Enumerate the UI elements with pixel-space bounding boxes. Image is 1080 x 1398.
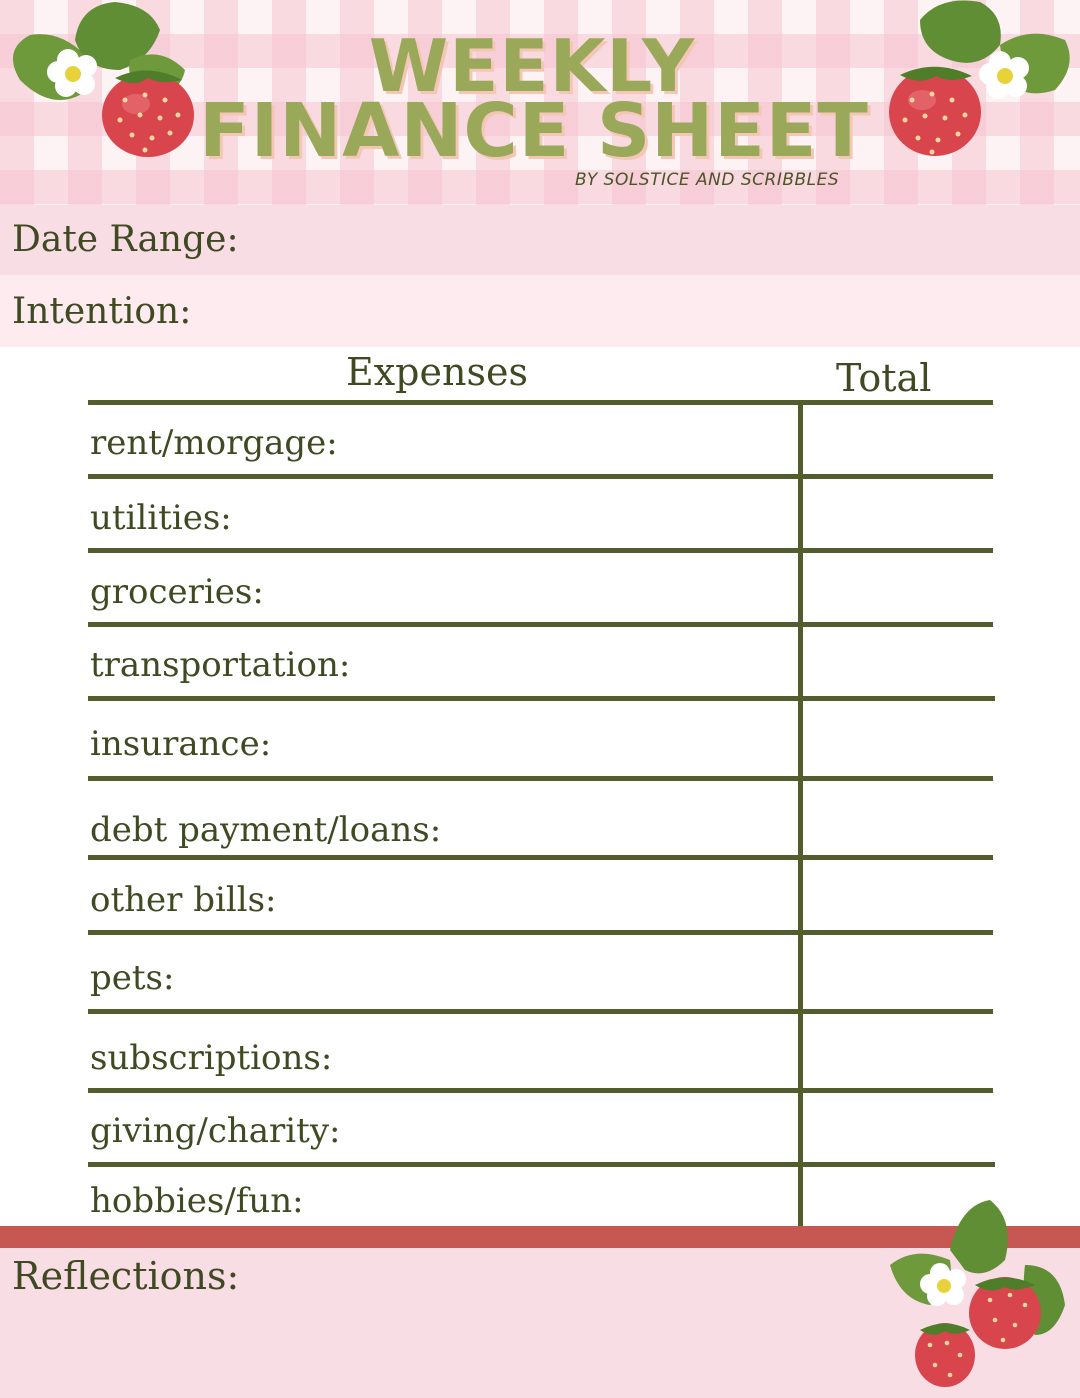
expense-row-label: other bills:	[90, 880, 277, 920]
expenses-column-header: Expenses	[346, 350, 528, 394]
date-range-label: Date Range:	[12, 219, 239, 260]
strawberry-bottom-right-icon	[885, 1195, 1075, 1395]
total-column-header: Total	[836, 356, 932, 400]
title-line-1: WEEKLY	[368, 24, 696, 108]
expense-row-label: debt payment/loans:	[90, 810, 442, 850]
row-divider	[88, 1088, 993, 1093]
total-column-divider	[798, 401, 803, 1226]
expense-row-label: giving/charity:	[90, 1111, 341, 1151]
row-divider	[88, 930, 993, 935]
table-divider	[88, 400, 993, 405]
expense-row-label: rent/morgage:	[90, 423, 338, 463]
expense-row-label: pets:	[90, 958, 175, 998]
expense-row-label: subscriptions:	[90, 1038, 333, 1078]
row-divider	[88, 696, 995, 701]
expense-row-label: groceries:	[90, 572, 264, 612]
header-gingham	[0, 0, 1080, 205]
row-divider	[88, 1009, 993, 1014]
expense-row-label: hobbies/fun:	[90, 1181, 304, 1221]
expense-row-label: utilities:	[90, 498, 232, 538]
title-line-2: FINANCE SHEET	[199, 88, 869, 174]
row-divider	[88, 776, 993, 781]
date-range-band[interactable]	[0, 205, 1080, 275]
row-divider	[88, 548, 993, 553]
row-divider	[88, 474, 993, 479]
expense-row-label: insurance:	[90, 724, 272, 764]
row-divider	[88, 1162, 995, 1167]
reflections-label: Reflections:	[12, 1254, 240, 1298]
byline: BY SOLSTICE AND SCRIBBLES	[575, 170, 840, 190]
expense-row-label: transportation:	[90, 645, 351, 685]
row-divider	[88, 622, 993, 627]
intention-band[interactable]	[0, 275, 1080, 347]
intention-label: Intention:	[12, 291, 192, 332]
row-divider	[88, 855, 993, 860]
